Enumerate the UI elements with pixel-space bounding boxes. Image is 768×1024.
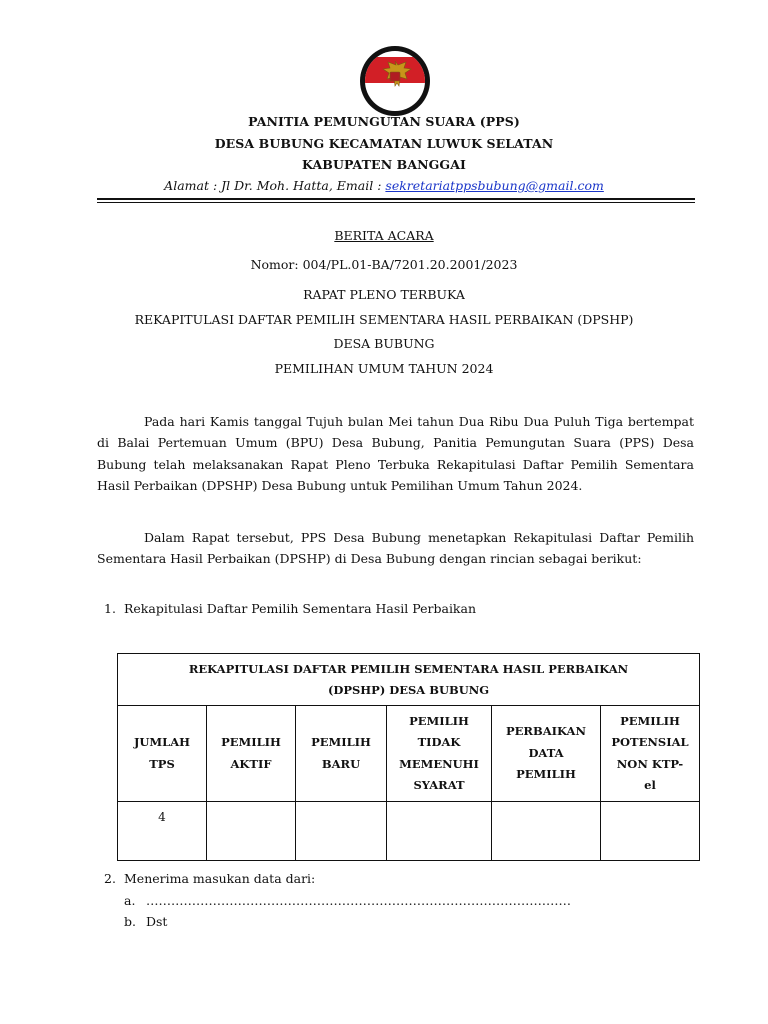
- table-cell: [207, 802, 296, 861]
- table-cell: [601, 802, 700, 861]
- letterhead-address: [0, 178, 768, 193]
- header-jumlah-tps: [118, 706, 207, 802]
- header-pemilih-potensial: [601, 706, 700, 802]
- table-cell: [387, 802, 492, 861]
- heading-text: BERITA ACARA: [334, 228, 434, 243]
- table-caption: [118, 654, 700, 706]
- caption-line-1: REKAPITULASI DAFTAR PEMILIH SEMENTARA HASIL PERBAIKAN: [188, 661, 629, 676]
- header-text: DATA: [528, 745, 564, 760]
- header-pemilih-baru: [296, 706, 387, 802]
- paragraph-1: Pada hari Kamis tanggal Tujuh bulan Mei tahun Dua Ribu Dua Puluh Tiga bertempat di Balai Pertemuan Umum (BPU) Desa Bubung, Panitia Pemungutan Suara (PPS) Desa Bubung telah melaksanakan Rapat Pleno Terbuka Rekapitulasi Daftar Pemilih Sementara Hasil Perbaikan (DPSHP) Desa Bubung untuk Pemilihan Umum Tahun 2024.: [97, 414, 694, 493]
- header-text: MEMENUHI: [399, 756, 479, 771]
- header-text: PEMILIH: [620, 713, 680, 728]
- letterhead-line-3: KABUPATEN BANGGAI: [302, 157, 466, 172]
- title-line-1: RAPAT PLENO TERBUKA: [303, 287, 465, 302]
- table-cell: 4: [118, 802, 207, 861]
- header-text: BARU: [321, 756, 361, 771]
- header-text: TPS: [149, 756, 175, 771]
- item-2-text: Menerima masukan data dari:: [124, 871, 316, 886]
- header-text: PEMILIH: [221, 735, 281, 749]
- header-text: el: [644, 778, 656, 792]
- header-text: PEMILIH: [311, 735, 371, 749]
- header-perbaikan-data: [492, 706, 601, 802]
- header-pemilih-aktif: [207, 706, 296, 802]
- pps-garuda-logo: [359, 45, 431, 117]
- caption-line-2: (DPSHP) DESA BUBUNG: [327, 682, 490, 697]
- sub-item-b-text: Dst: [146, 914, 168, 929]
- title-line-2: REKAPITULASI DAFTAR PEMILIH SEMENTARA HASIL PERBAIKAN (DPSHP): [134, 312, 634, 327]
- document-number: Nomor: 004/PL.01-BA/7201.20.2001/2023: [250, 257, 518, 272]
- header-text: PEMILIH: [516, 767, 576, 782]
- table-cell: [492, 802, 601, 861]
- sub-item-a-label: a.: [124, 893, 136, 908]
- table-row: [118, 802, 700, 861]
- document-heading: [0, 228, 768, 243]
- header-text: AKTIF: [230, 756, 272, 771]
- header-text: NON KTP-: [616, 756, 684, 771]
- title-line-3: DESA BUBUNG: [333, 336, 435, 351]
- sub-item-b-label: b.: [124, 914, 136, 929]
- header-text: TIDAK: [417, 735, 461, 749]
- letterhead-line-1: PANITIA PEMUNGUTAN SUARA (PPS): [248, 114, 520, 129]
- email-link[interactable]: sekretariatppsbubung@gmail.com: [385, 178, 604, 193]
- sub-item-a-text: …………………………………………………………………………………………: [146, 893, 571, 908]
- header-text: JUMLAH: [133, 735, 191, 749]
- item-1-number: 1.: [104, 601, 116, 616]
- header-text: PEMILIH: [409, 713, 469, 728]
- title-line-4: PEMILIHAN UMUM TAHUN 2024: [274, 361, 494, 376]
- header-text: POTENSIAL: [611, 735, 689, 749]
- item-1-text: Rekapitulasi Daftar Pemilih Sementara Hasil Perbaikan: [124, 601, 477, 616]
- header-text: PERBAIKAN: [506, 724, 586, 739]
- table-cell: [296, 802, 387, 861]
- item-2-number: 2.: [104, 871, 116, 886]
- address-text: Alamat : Jl Dr. Moh. Hatta, Email :: [164, 178, 386, 193]
- letterhead-line-2: DESA BUBUNG KECAMATAN LUWUK SELATAN: [214, 136, 554, 151]
- letterhead-rule-thin: [97, 202, 695, 203]
- header-text: SYARAT: [413, 778, 465, 792]
- dpshp-recap-table: [117, 653, 700, 861]
- paragraph-2: Dalam Rapat tersebut, PPS Desa Bubung menetapkan Rekapitulasi Daftar Pemilih Sementara Hasil Perbaikan (DPSHP) di Desa Bubung dengan rincian sebagai berikut:: [97, 530, 694, 567]
- header-pemilih-tms: [387, 706, 492, 802]
- letterhead-rule-thick: [97, 198, 695, 200]
